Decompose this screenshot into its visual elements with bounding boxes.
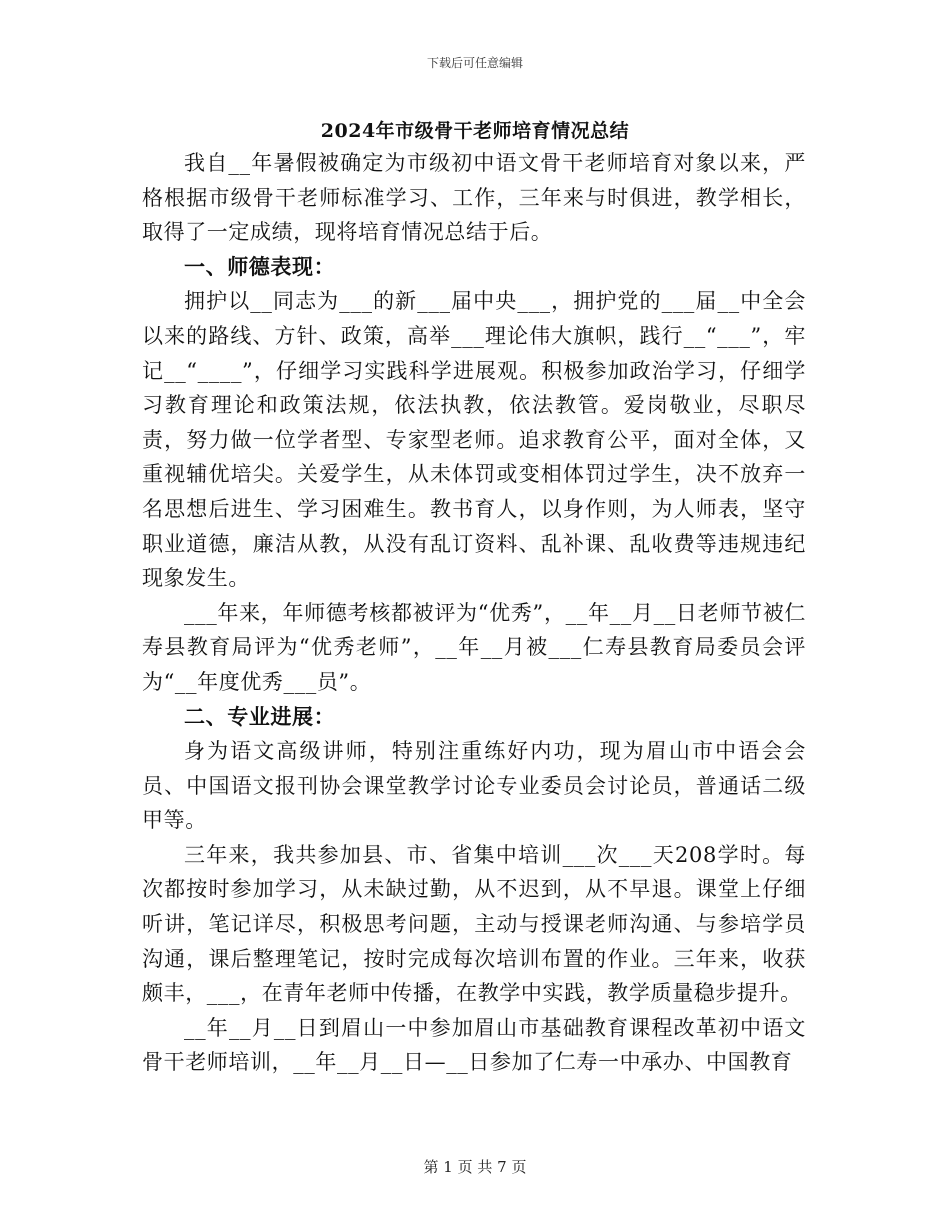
paragraph: __年__月__日到眉山一中参加眉山市基础教育课程改革初中语文骨干老师培训，__年__月__日—__日参加了仁寿一中承办、中国教育 [142,1015,806,1075]
paragraph: 拥护以__同志为___的新___届中央___，拥护党的___届__中全会以来的路线、方针、政策，高举___理论伟大旗帜，践行__“___”，牢记__“____”，仔细学习实践科学进展观。积极参加政治学习，仔细学习教育理论和政策法规，依法执教，依法教管。爱岗敬业，尽职尽责，努力做一位学者型、专家型老师。追求教育公平，面对全体，又重视辅优培尖。关爱学生，从未体罚或变相体罚过学生，决不放弃一名思想后进生、学习困难生。教书育人，以身作则，为人师表，坚守职业道德，廉洁从教，从没有乱订资料、乱补课、乱收费等违规违纪现象发生。 [142,289,806,591]
intro-paragraph: 我自__年暑假被确定为市级初中语文骨干老师培育对象以来，严格根据市级骨干老师标准学习、工作，三年来与时俱进，教学相长，取得了一定成绩，现将培育情况总结于后。 [142,151,806,245]
section-heading-ethics: 一、师德表现： [184,253,336,279]
section-heading-professional: 二、专业进展： [184,703,336,729]
document-body [142,146,806,1080]
paragraph: 身为语文高级讲师，特别注重练好内功，现为眉山市中语会会员、中国语文报刊协会课堂教学讨论专业委员会讨论员，普通话二级甲等。 [142,739,806,833]
page-indicator: 第 1 页 共 7 页 [423,1158,527,1176]
paragraph: ___年来，年师德考核都被评为“优秀”，__年__月__日老师节被仁寿县教育局评为“优秀老师”，__年__月被___仁寿县教育局委员会评为“__年度优秀___员”。 [142,600,806,694]
paragraph: 三年来，我共参加县、市、省集中培训___次___天208学时。每次都按时参加学习，从未缺过勤，从不迟到，从不早退。课堂上仔细听讲，笔记详尽，积极思考问题，主动与授课老师沟通、与参培学员沟通，课后整理笔记，按时完成每次培训布置的作业。三年来，收获颇丰，___，在青年老师中传播，在教学中实践，教学质量稳步提升。 [142,842,806,1006]
header-note: 下载后可任意编辑 [426,56,523,70]
page-title: 2024年市级骨干老师培育情况总结 [320,120,630,142]
